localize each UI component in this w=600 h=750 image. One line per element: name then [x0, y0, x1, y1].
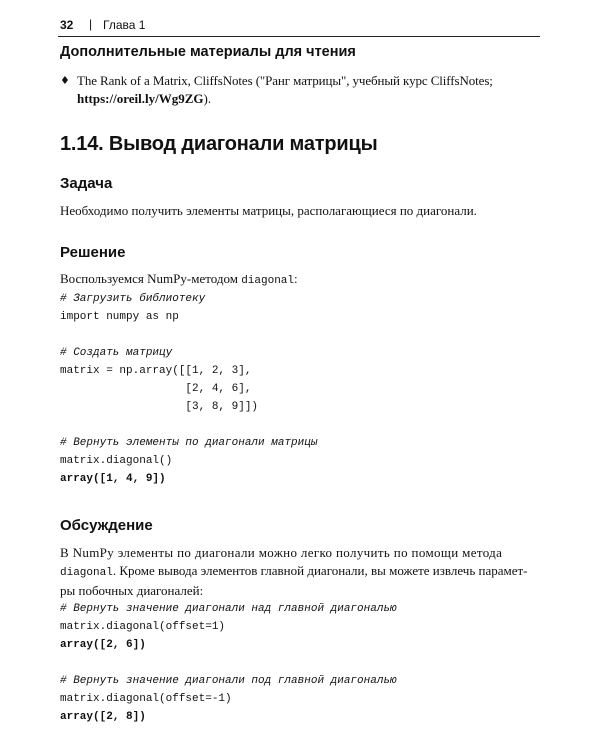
further-reading-text: The Rank of a Matrix, CliffsNotes ("Ранг матрицы", учебный курс CliffsNotes; — [77, 73, 493, 88]
code-output: array([2, 6]) — [60, 639, 146, 651]
discussion-text — [60, 544, 540, 600]
code-line — [60, 326, 317, 344]
code-line — [60, 416, 317, 434]
code-line: import numpy as np — [60, 311, 179, 323]
further-reading-tail: ). — [203, 91, 212, 106]
code-line: [2, 4, 6], — [60, 383, 252, 395]
discussion-code-block — [60, 600, 397, 726]
discussion-line-2: . Кроме вывода элементов главной диагонали, вы можете извлечь парамет- — [112, 563, 528, 578]
code-output: array([2, 8]) — [60, 711, 146, 723]
code-line: matrix = np.array([[1, 2, 3], — [60, 365, 252, 377]
chapter-label: Глава 1 — [103, 18, 146, 32]
code-line: matrix.diagonal(offset=-1) — [60, 693, 232, 705]
solution-intro — [60, 270, 298, 290]
solution-intro-text: Воспользуемся NumPy-методом — [60, 271, 242, 286]
code-comment: # Вернуть значение диагонали над главной диагональю — [60, 603, 397, 615]
code-output: array([1, 4, 9]) — [60, 473, 166, 485]
inline-code: diagonal — [60, 567, 113, 579]
code-line: matrix.diagonal(offset=1) — [60, 621, 226, 633]
diamond-bullet-icon: ♦ — [60, 74, 70, 87]
header-separator: | — [89, 17, 93, 31]
inline-code: diagonal — [241, 275, 294, 287]
solution-intro-colon: : — [294, 271, 298, 286]
task-heading: Задача — [60, 175, 113, 192]
discussion-heading: Обсуждение — [60, 517, 153, 534]
code-comment: # Создать матрицу — [60, 347, 173, 359]
solution-heading: Решение — [60, 244, 126, 261]
running-header — [58, 14, 540, 37]
task-text: Необходимо получить элементы матрицы, располагающиеся по диагонали. — [60, 203, 477, 218]
code-line: [3, 8, 9]]) — [60, 401, 259, 413]
discussion-line-3: ры побочных диагоналей: — [60, 583, 204, 598]
section-title: 1.14. Вывод диагонали матрицы — [60, 133, 378, 155]
page-number: 32 — [60, 18, 74, 32]
code-comment: # Вернуть значение диагонали под главной диагональю — [60, 675, 397, 687]
code-comment: # Вернуть элементы по диагонали матрицы — [60, 437, 318, 449]
further-reading-heading: Дополнительные материалы для чтения — [60, 44, 356, 60]
code-line — [60, 654, 397, 672]
solution-code-block — [60, 290, 317, 488]
discussion-line-1: В NumPy элементы по диагонали можно легко получить по помощи метода — [60, 545, 503, 560]
further-reading-link[interactable]: https://oreil.ly/Wg9ZG — [77, 91, 204, 106]
code-line: matrix.diagonal() — [60, 455, 173, 467]
code-comment: # Загрузить библиотеку — [60, 293, 206, 305]
